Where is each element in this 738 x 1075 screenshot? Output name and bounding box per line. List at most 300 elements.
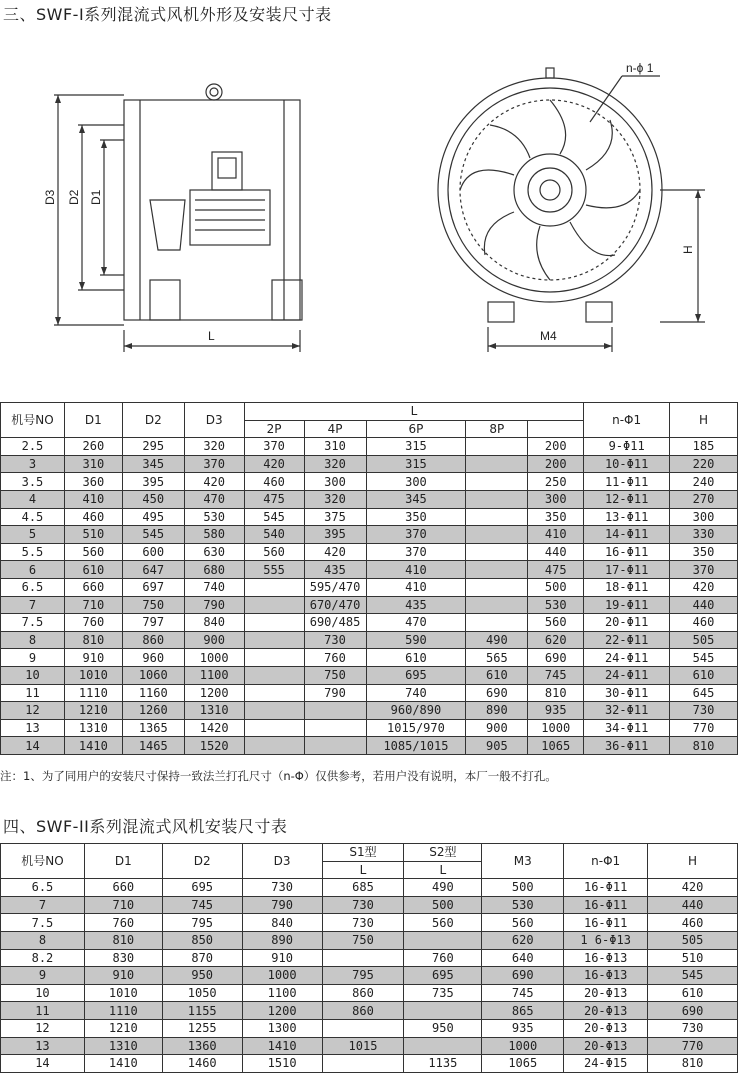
table-cell: 770 — [670, 719, 738, 737]
table-cell: 19-Φ11 — [584, 596, 670, 614]
table-cell: 610 — [670, 666, 738, 684]
table-row — [1, 984, 738, 1002]
table-cell: 790 — [304, 684, 366, 702]
table-cell: 9-Φ11 — [584, 438, 670, 456]
table-cell — [244, 719, 304, 737]
table-row — [1, 896, 738, 914]
table-row — [1, 702, 738, 720]
header-d3: D3 — [184, 403, 244, 438]
table-cell: 1255 — [162, 1019, 242, 1037]
header-s1-l: L — [322, 861, 404, 879]
table-cell: 790 — [242, 896, 322, 914]
table-cell: 795 — [322, 967, 404, 985]
table-cell: 795 — [162, 914, 242, 932]
table-cell: 960 — [122, 649, 184, 667]
table-cell: 660 — [84, 879, 162, 897]
table-cell: 710 — [64, 596, 122, 614]
table-cell: 935 — [482, 1019, 564, 1037]
table-cell: 310 — [304, 438, 366, 456]
header-h: H — [648, 844, 738, 879]
table-cell: 1460 — [162, 1055, 242, 1073]
table-cell — [466, 596, 528, 614]
foot-front-left — [488, 302, 514, 322]
table-cell: 697 — [122, 578, 184, 596]
table-cell — [466, 455, 528, 473]
label-d3: D3 — [43, 189, 57, 205]
table-cell: 500 — [528, 578, 584, 596]
table-cell: 1015/970 — [366, 719, 466, 737]
table-cell: 12 — [1, 1019, 85, 1037]
table-row — [1, 473, 738, 491]
table-cell: 1 6-Φ13 — [564, 931, 648, 949]
table-cell: 475 — [244, 490, 304, 508]
header-2p: 2P — [244, 420, 304, 438]
table-cell: 8 — [1, 931, 85, 949]
table-cell: 470 — [366, 614, 466, 632]
table-cell: 1465 — [122, 737, 184, 755]
table-cell: 690 — [528, 649, 584, 667]
table-cell: 560 — [528, 614, 584, 632]
table-cell: 745 — [162, 896, 242, 914]
header-n-phi: n-Φ1 — [564, 844, 648, 879]
table-cell: 740 — [184, 578, 244, 596]
table-cell: 11 — [1, 1002, 85, 1020]
table-cell — [466, 578, 528, 596]
table-cell — [244, 737, 304, 755]
table-cell — [244, 578, 304, 596]
table-cell: 710 — [84, 896, 162, 914]
table-cell: 375 — [304, 508, 366, 526]
table-row — [1, 1002, 738, 1020]
table-cell: 10-Φ11 — [584, 455, 670, 473]
table-cell: 185 — [670, 438, 738, 456]
table-cell: 1210 — [64, 702, 122, 720]
table-cell: 1050 — [162, 984, 242, 1002]
table-cell: 750 — [304, 666, 366, 684]
label-l: L — [208, 329, 215, 343]
table-cell: 460 — [648, 914, 738, 932]
table-cell: 760 — [404, 949, 482, 967]
table-cell: 14 — [1, 1055, 85, 1073]
table-cell: 830 — [84, 949, 162, 967]
table-cell: 730 — [304, 631, 366, 649]
table-cell: 610 — [366, 649, 466, 667]
table-cell — [244, 596, 304, 614]
table-cell: 5.5 — [1, 543, 65, 561]
table-cell: 905 — [466, 737, 528, 755]
table-cell: 1310 — [84, 1037, 162, 1055]
table-cell: 660 — [64, 578, 122, 596]
table-cell: 730 — [670, 702, 738, 720]
header-6p: 6P — [366, 420, 466, 438]
table-cell: 770 — [648, 1037, 738, 1055]
table-cell: 1520 — [184, 737, 244, 755]
table-cell — [466, 508, 528, 526]
table-cell: 810 — [84, 931, 162, 949]
table-cell: 9 — [1, 967, 85, 985]
header-no: 机号NO — [1, 844, 85, 879]
table-cell: 760 — [304, 649, 366, 667]
table-cell: 1200 — [242, 1002, 322, 1020]
table-row — [1, 508, 738, 526]
table-cell: 7 — [1, 596, 65, 614]
table-cell: 500 — [404, 896, 482, 914]
table-row — [1, 561, 738, 579]
table-cell: 555 — [244, 561, 304, 579]
table-cell: 797 — [122, 614, 184, 632]
table-cell: 560 — [482, 914, 564, 932]
table-cell: 300 — [528, 490, 584, 508]
table-row — [1, 914, 738, 932]
swf-ii-dimension-table — [0, 843, 738, 1073]
table-cell: 7 — [1, 896, 85, 914]
table-cell: 690 — [482, 967, 564, 985]
table-cell: 395 — [122, 473, 184, 491]
table-cell: 11-Φ11 — [584, 473, 670, 491]
table-cell: 18-Φ11 — [584, 578, 670, 596]
table-cell: 1060 — [122, 666, 184, 684]
table-cell: 315 — [366, 438, 466, 456]
table-cell: 320 — [184, 438, 244, 456]
table-cell: 32-Φ11 — [584, 702, 670, 720]
table-cell: 610 — [64, 561, 122, 579]
table-cell: 8.2 — [1, 949, 85, 967]
table-cell: 900 — [184, 631, 244, 649]
table-cell: 300 — [304, 473, 366, 491]
header-s2-l: L — [404, 861, 482, 879]
table-cell: 1085/1015 — [366, 737, 466, 755]
table-cell: 810 — [528, 684, 584, 702]
table-cell: 475 — [528, 561, 584, 579]
table-cell: 410 — [64, 490, 122, 508]
table-cell: 315 — [366, 455, 466, 473]
table-cell: 590 — [366, 631, 466, 649]
table-cell: 685 — [322, 879, 404, 897]
footnote: 注：1、为了同用户的安装尺寸保持一致法兰打孔尺寸（n-Φ）仅供参考，若用户没有说明，本厂一般不打孔。 — [0, 769, 557, 783]
table-cell: 1000 — [242, 967, 322, 985]
table-cell: 1100 — [184, 666, 244, 684]
table-cell: 350 — [670, 543, 738, 561]
table-cell: 7.5 — [1, 914, 85, 932]
table-cell: 420 — [304, 543, 366, 561]
motor-body — [190, 190, 270, 245]
table-cell: 505 — [670, 631, 738, 649]
table-cell: 370 — [366, 526, 466, 544]
table-cell: 865 — [482, 1002, 564, 1020]
table-cell: 460 — [244, 473, 304, 491]
table-cell: 890 — [466, 702, 528, 720]
table-cell: 1365 — [122, 719, 184, 737]
table-cell: 1135 — [404, 1055, 482, 1073]
table-row — [1, 578, 738, 596]
table-row — [1, 967, 738, 985]
table-cell: 22-Φ11 — [584, 631, 670, 649]
table-cell: 760 — [64, 614, 122, 632]
table-cell: 695 — [404, 967, 482, 985]
table-cell: 910 — [64, 649, 122, 667]
swf-i-table-body — [1, 438, 738, 755]
table-cell: 13 — [1, 1037, 85, 1055]
table-cell — [304, 737, 366, 755]
table-cell: 560 — [64, 543, 122, 561]
table-cell: 810 — [648, 1055, 738, 1073]
header-d3: D3 — [242, 844, 322, 879]
table-cell: 20-Φ13 — [564, 1037, 648, 1055]
table-cell: 840 — [184, 614, 244, 632]
table-cell — [304, 702, 366, 720]
table-cell: 1110 — [84, 1002, 162, 1020]
table-cell: 910 — [242, 949, 322, 967]
table-cell — [322, 949, 404, 967]
table-cell: 440 — [528, 543, 584, 561]
table-cell: 5 — [1, 526, 65, 544]
table-cell: 860 — [122, 631, 184, 649]
table-cell: 510 — [64, 526, 122, 544]
table-cell: 1310 — [64, 719, 122, 737]
table-cell: 610 — [648, 984, 738, 1002]
header-s1: S1型 — [322, 844, 404, 862]
table-cell: 1300 — [242, 1019, 322, 1037]
table-cell: 200 — [528, 438, 584, 456]
table-cell — [404, 1002, 482, 1020]
table-cell: 330 — [670, 526, 738, 544]
table-row — [1, 438, 738, 456]
table-cell — [466, 614, 528, 632]
table-cell: 1065 — [528, 737, 584, 755]
table-cell — [466, 543, 528, 561]
table-cell: 435 — [366, 596, 466, 614]
table-cell: 490 — [404, 879, 482, 897]
table-row — [1, 719, 738, 737]
table-cell: 750 — [322, 931, 404, 949]
table-cell: 1410 — [242, 1037, 322, 1055]
table-cell: 20-Φ13 — [564, 1019, 648, 1037]
table-cell: 200 — [528, 455, 584, 473]
table-cell: 250 — [528, 473, 584, 491]
table-cell — [466, 473, 528, 491]
table-cell: 545 — [648, 967, 738, 985]
section-4-title: 四、SWF-II系列混流式风机安装尺寸表 — [3, 817, 288, 836]
table-cell — [466, 438, 528, 456]
table-cell: 1010 — [84, 984, 162, 1002]
table-cell: 2.5 — [1, 438, 65, 456]
table-cell: 695 — [162, 879, 242, 897]
table-cell: 1000 — [528, 719, 584, 737]
table-cell: 220 — [670, 455, 738, 473]
table-cell: 12 — [1, 702, 65, 720]
table-cell: 730 — [242, 879, 322, 897]
table-cell: 295 — [122, 438, 184, 456]
table-cell: 1410 — [64, 737, 122, 755]
table-row — [1, 614, 738, 632]
table-cell: 490 — [466, 631, 528, 649]
table-cell: 460 — [670, 614, 738, 632]
table-cell: 745 — [528, 666, 584, 684]
table-cell: 24-Φ11 — [584, 649, 670, 667]
header-l: L — [244, 403, 584, 421]
label-h: H — [681, 245, 695, 254]
table-row — [1, 879, 738, 897]
table-cell: 11 — [1, 684, 65, 702]
table-cell: 16-Φ11 — [564, 914, 648, 932]
table-cell: 730 — [648, 1019, 738, 1037]
table-cell — [244, 649, 304, 667]
table-cell: 530 — [184, 508, 244, 526]
table-cell: 500 — [482, 879, 564, 897]
hub — [514, 154, 586, 226]
table-cell: 840 — [242, 914, 322, 932]
swf-i-dimension-table — [0, 402, 738, 755]
outer-flange — [438, 78, 662, 302]
table-cell: 420 — [670, 578, 738, 596]
table-cell: 10 — [1, 984, 85, 1002]
table-cell — [466, 561, 528, 579]
table-cell: 900 — [466, 719, 528, 737]
table-cell — [466, 526, 528, 544]
table-cell: 34-Φ11 — [584, 719, 670, 737]
table-row — [1, 1037, 738, 1055]
table-cell: 495 — [122, 508, 184, 526]
table-cell — [244, 614, 304, 632]
table-cell: 1015 — [322, 1037, 404, 1055]
table-cell: 350 — [366, 508, 466, 526]
table-cell: 7.5 — [1, 614, 65, 632]
table-cell: 14-Φ11 — [584, 526, 670, 544]
table-cell: 8 — [1, 631, 65, 649]
table-cell: 1210 — [84, 1019, 162, 1037]
table-cell: 560 — [404, 914, 482, 932]
table-cell: 240 — [670, 473, 738, 491]
table-cell: 350 — [528, 508, 584, 526]
table-cell: 620 — [482, 931, 564, 949]
table-cell: 13 — [1, 719, 65, 737]
table-cell: 810 — [64, 631, 122, 649]
table-cell: 1200 — [184, 684, 244, 702]
table-row — [1, 526, 738, 544]
table-cell: 1160 — [122, 684, 184, 702]
table-cell: 910 — [84, 967, 162, 985]
table-cell: 595/470 — [304, 578, 366, 596]
table-cell: 790 — [184, 596, 244, 614]
table-cell — [304, 719, 366, 737]
header-no: 机号NO — [1, 403, 65, 438]
table-cell — [322, 1019, 404, 1037]
table-cell: 310 — [64, 455, 122, 473]
table-cell — [244, 666, 304, 684]
table-cell: 13-Φ11 — [584, 508, 670, 526]
header-d2: D2 — [162, 844, 242, 879]
table-cell: 12-Φ11 — [584, 490, 670, 508]
table-cell: 670/470 — [304, 596, 366, 614]
swf-ii-table-body — [1, 879, 738, 1073]
table-cell: 17-Φ11 — [584, 561, 670, 579]
table-cell: 3.5 — [1, 473, 65, 491]
table-cell: 6.5 — [1, 879, 85, 897]
table-row — [1, 543, 738, 561]
table-cell: 300 — [670, 508, 738, 526]
table-cell: 435 — [304, 561, 366, 579]
table-row — [1, 455, 738, 473]
table-cell: 410 — [366, 561, 466, 579]
table-row — [1, 666, 738, 684]
table-cell: 850 — [162, 931, 242, 949]
table-cell: 560 — [244, 543, 304, 561]
table-cell: 6.5 — [1, 578, 65, 596]
table-cell: 24-Φ11 — [584, 666, 670, 684]
table-cell: 20-Φ13 — [564, 1002, 648, 1020]
header-m4 — [528, 420, 584, 438]
table-cell: 545 — [670, 649, 738, 667]
table-cell: 510 — [648, 949, 738, 967]
table-cell: 270 — [670, 490, 738, 508]
table-cell: 810 — [670, 737, 738, 755]
table-cell: 1420 — [184, 719, 244, 737]
table-cell: 645 — [670, 684, 738, 702]
table-row — [1, 1019, 738, 1037]
table-cell: 9 — [1, 649, 65, 667]
table-cell: 370 — [366, 543, 466, 561]
table-cell: 690 — [466, 684, 528, 702]
table-cell: 760 — [84, 914, 162, 932]
table-cell: 1000 — [184, 649, 244, 667]
table-cell: 730 — [322, 914, 404, 932]
table-cell: 470 — [184, 490, 244, 508]
table-cell: 450 — [122, 490, 184, 508]
header-s2: S2型 — [404, 844, 482, 862]
table-cell: 360 — [64, 473, 122, 491]
table-cell: 870 — [162, 949, 242, 967]
table-cell: 565 — [466, 649, 528, 667]
table-cell: 610 — [466, 666, 528, 684]
label-d1: D1 — [89, 189, 103, 205]
table-cell: 320 — [304, 455, 366, 473]
foot-left — [150, 280, 180, 320]
table-cell: 1065 — [482, 1055, 564, 1073]
table-cell: 320 — [304, 490, 366, 508]
table-cell: 860 — [322, 984, 404, 1002]
header-d2: D2 — [122, 403, 184, 438]
table-cell: 950 — [162, 967, 242, 985]
table-cell: 16-Φ11 — [564, 896, 648, 914]
fan-dimension-drawing — [0, 40, 738, 370]
table-cell: 640 — [482, 949, 564, 967]
table-cell: 860 — [322, 1002, 404, 1020]
table-cell: 16-Φ13 — [564, 949, 648, 967]
table-cell: 410 — [528, 526, 584, 544]
table-cell: 745 — [482, 984, 564, 1002]
table-cell: 690/485 — [304, 614, 366, 632]
table-row — [1, 649, 738, 667]
header-4p: 4P — [304, 420, 366, 438]
table-cell: 345 — [366, 490, 466, 508]
header-h: H — [670, 403, 738, 438]
table-cell: 545 — [122, 526, 184, 544]
label-d2: D2 — [67, 189, 81, 205]
table-cell: 420 — [184, 473, 244, 491]
table-cell: 16-Φ11 — [584, 543, 670, 561]
table-cell: 16-Φ13 — [564, 967, 648, 985]
table-cell: 890 — [242, 931, 322, 949]
header-n-phi: n-Φ1 — [584, 403, 670, 438]
table-cell: 4.5 — [1, 508, 65, 526]
table-row — [1, 490, 738, 508]
table-cell: 1100 — [242, 984, 322, 1002]
table-cell: 1110 — [64, 684, 122, 702]
table-cell: 14 — [1, 737, 65, 755]
table-cell: 935 — [528, 702, 584, 720]
table-cell — [466, 490, 528, 508]
table-cell: 620 — [528, 631, 584, 649]
